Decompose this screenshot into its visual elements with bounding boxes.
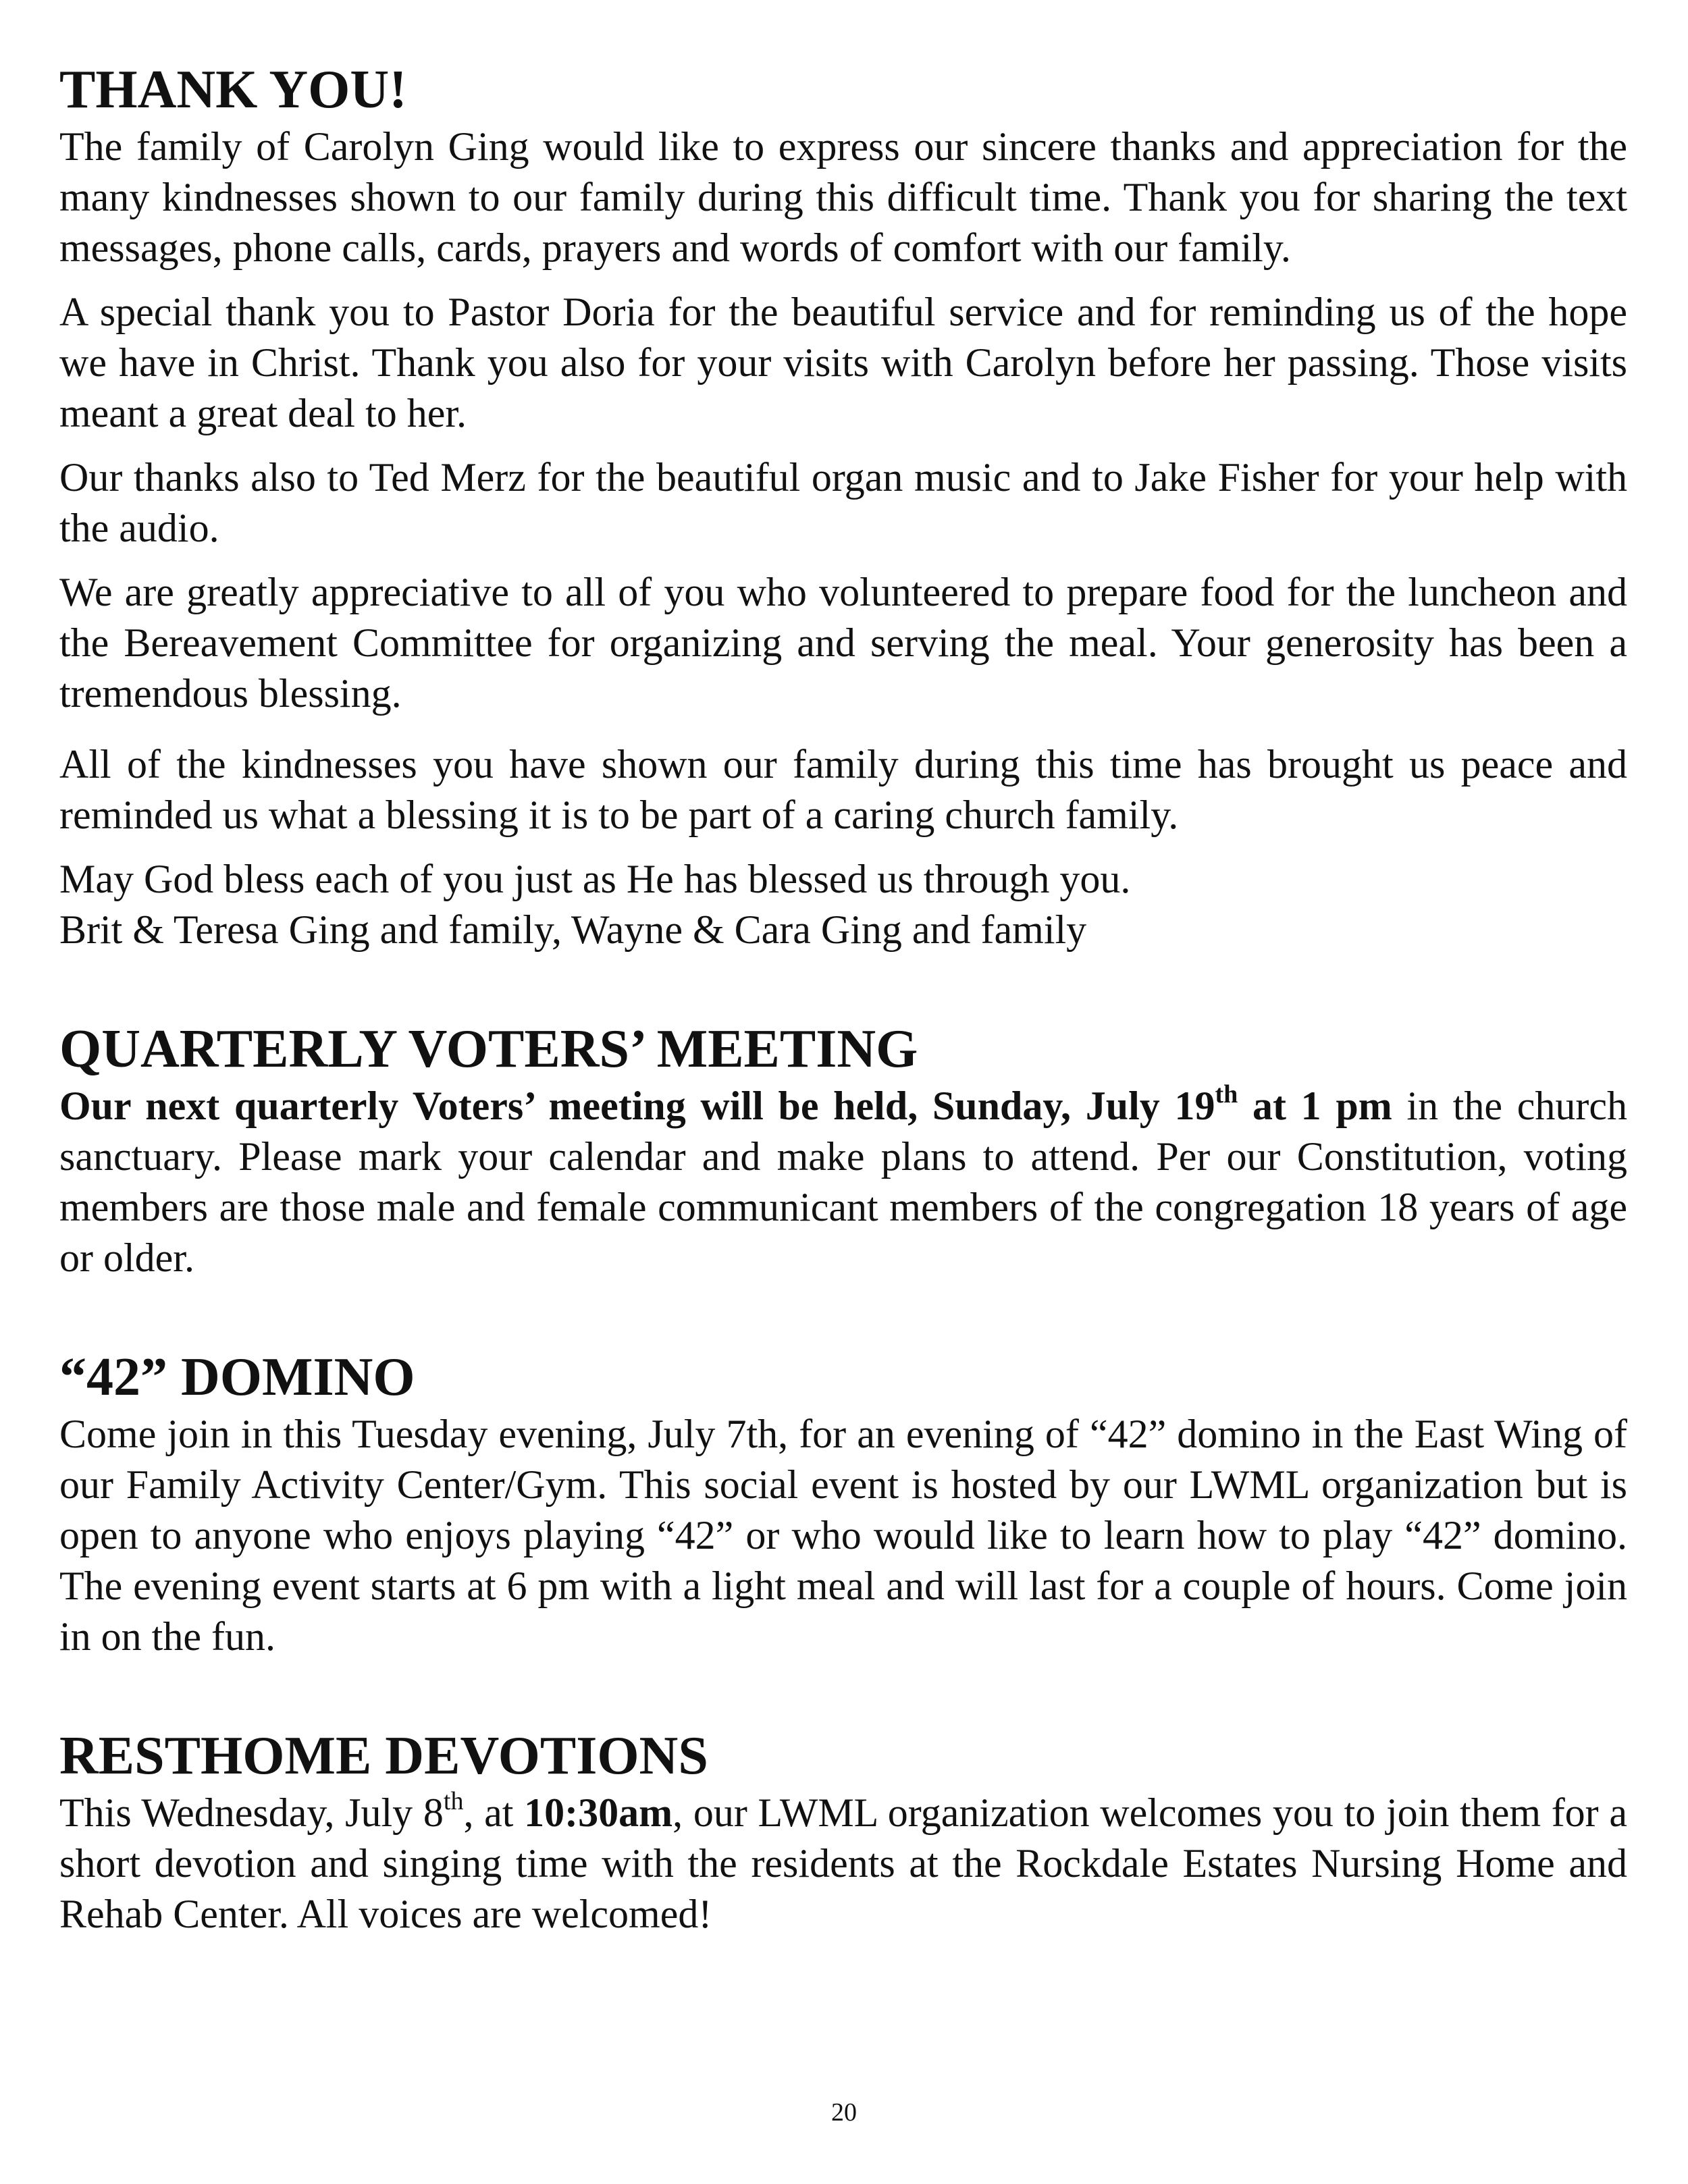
thank-you-paragraph-1: The family of Carolyn Ging would like to express our sincere thanks and appreciation for the many kindnesses shown to our family during this difficult time. Thank you for sharing the text messages, phone calls, cards, prayers and words of comfort with our family. (59, 124, 1627, 270)
thank-you-title: THANK YOU! (59, 60, 407, 119)
voters-meeting-date (59, 1080, 1392, 1128)
voters-meeting-title: QUARTERLY VOTERS’ MEETING (59, 1019, 918, 1079)
resthome-date: This Wednesday, July 8 (59, 1790, 444, 1835)
resthome-body: , our LWML organization welcomes you to join them for a short devotion and singing time with the residents at the Rockdale Estates Nursing Home and Rehab Center. All voices are welcomed! (59, 1790, 1627, 1936)
resthome-separator: , at (463, 1790, 525, 1835)
voters-meeting-date-text: Our next quarterly Voters’ meeting will be held, Sunday, July 19 (59, 1084, 1215, 1128)
domino-title: “42” DOMINO (59, 1348, 415, 1407)
thank-you-paragraph-2: A special thank you to Pastor Doria for the beautiful service and for reminding us of the hope we have in Christ. Thank you also for your visits with Carolyn before her passing. Those visits meant a great deal to her. (59, 290, 1627, 435)
thank-you-paragraph-5: All of the kindnesses you have shown our family during this time has brought us peace and reminded us what a blessing it is to be part of a caring church family. (59, 742, 1627, 837)
resthome-section (59, 1724, 1627, 1940)
voters-meeting-section (59, 1017, 1627, 1283)
thank-you-signature: Brit & Teresa Ging and family, Wayne & Cara Ging and family (59, 907, 1087, 952)
voters-meeting-body: in the church sanctuary. Please mark your calendar and make plans to attend. Per our Constitution, voting members are those male and female communicant members of the congregation 18 years of age or older. (59, 1084, 1627, 1280)
resthome-date-suffix: th (443, 1787, 464, 1815)
page-number: 20 (831, 2098, 857, 2127)
domino-section (59, 1346, 1627, 1662)
domino-paragraph: Come join in this Tuesday evening, July 7th, for an evening of “42” domino in the East Wing of our Family Activity Center/Gym. This social event is hosted by our LWML organization but is open to anyone who enjoys playing “42” or who would like to learn how to play “42” domino. The evening event starts at 6 pm with a light meal and will last for a couple of hours. Come join in on the fun. (59, 1412, 1627, 1659)
voters-meeting-paragraph (59, 1081, 1627, 1283)
resthome-paragraph (59, 1788, 1627, 1940)
thank-you-closing-block (59, 854, 1627, 955)
voters-meeting-date-suffix: th (1215, 1080, 1238, 1109)
voters-meeting-time: at 1 pm (1238, 1084, 1392, 1128)
thank-you-paragraph-3: Our thanks also to Ted Merz for the beautiful organ music and to Jake Fisher for your help with the audio. (59, 455, 1627, 550)
newsletter-page (59, 58, 1627, 1940)
thank-you-paragraph-4: We are greatly appreciative to all of you who volunteered to prepare food for the luncheon and the Bereavement Committee for organizing and serving the meal. Your generosity has been a tremendous blessing. (59, 570, 1627, 716)
thank-you-closing: May God bless each of you just as He has blessed us through you. (59, 857, 1131, 901)
resthome-time: 10:30am (524, 1790, 673, 1835)
resthome-title: RESTHOME DEVOTIONS (59, 1726, 708, 1786)
thank-you-section (59, 58, 1627, 955)
